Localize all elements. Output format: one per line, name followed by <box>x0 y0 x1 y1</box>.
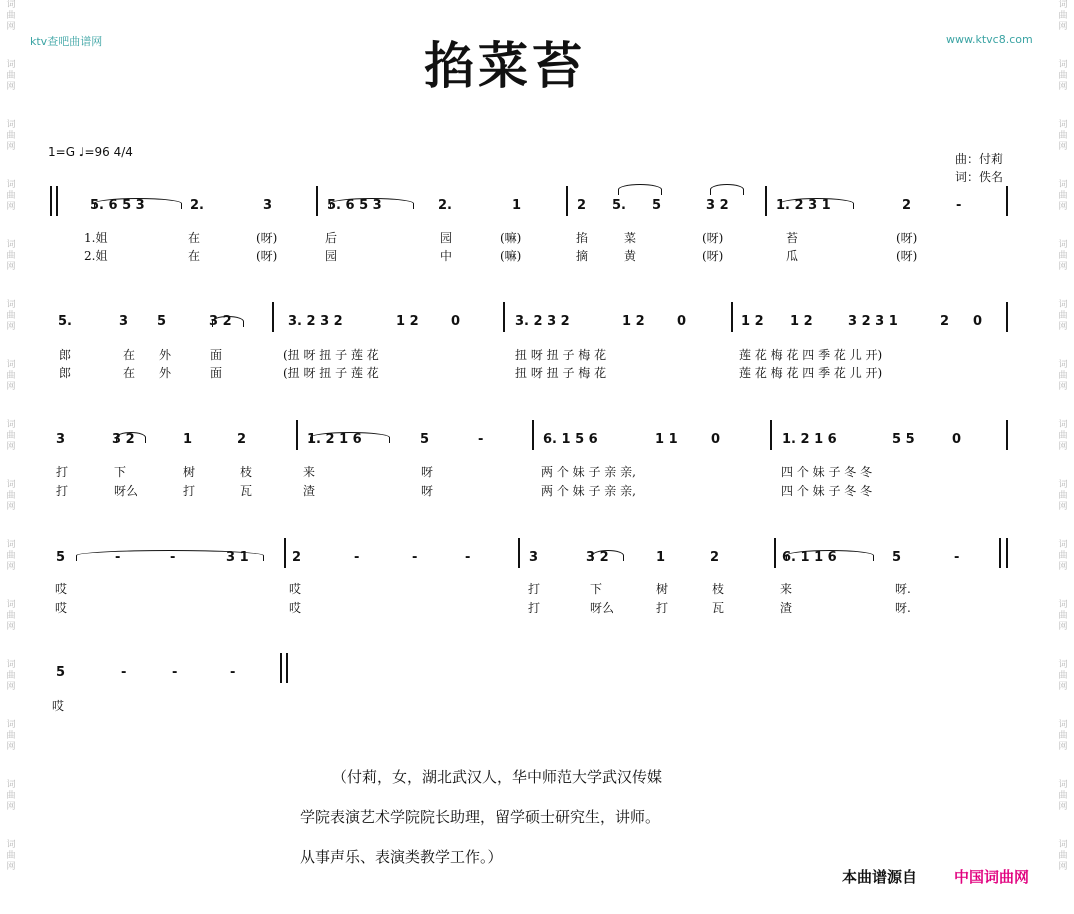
barline <box>566 186 568 216</box>
barline <box>316 186 318 216</box>
lyric-text: 面 <box>210 366 223 380</box>
lyric-text: 外 <box>159 348 172 362</box>
side-watermark-text: 词 曲 网 <box>6 0 16 32</box>
score-note: - <box>478 432 484 447</box>
lyric-text: 打 <box>183 484 196 498</box>
score-note: 0 <box>711 432 721 447</box>
score-note: - <box>465 550 471 565</box>
lyric-text: 后 <box>325 231 338 245</box>
score-note: 5. <box>612 198 626 213</box>
barline <box>1006 302 1008 332</box>
lyric-text: 呀 <box>421 484 434 498</box>
score-note: 0 <box>451 314 461 329</box>
lyric-text: 呀么 <box>114 484 139 498</box>
lyric-text: 下 <box>114 465 127 479</box>
score-note: 1 <box>656 550 666 565</box>
score-note: 3 <box>119 314 129 329</box>
side-watermark-text: 词 曲 网 <box>6 540 16 572</box>
barline <box>272 302 274 332</box>
barline <box>284 538 286 568</box>
score-note: 3 2 <box>112 432 135 447</box>
lyric-text: 哎 <box>289 601 302 615</box>
lyric-text: 下 <box>590 582 603 596</box>
score-note: 1. 2 1 6 <box>307 432 362 447</box>
barline <box>56 186 58 216</box>
slur-mark <box>76 550 264 561</box>
score-note: 2 <box>292 550 302 565</box>
source-site-link[interactable]: 中国词曲网 <box>954 868 1030 886</box>
side-watermark-text: 词 曲 网 <box>1058 840 1068 872</box>
score-note: 5. 6 5 3 <box>90 198 145 213</box>
lyric-text: 打 <box>656 601 669 615</box>
lyric-text: 树 <box>656 582 669 596</box>
score-note: 3 2 <box>706 198 729 213</box>
lyric-text: 来 <box>303 465 316 479</box>
side-watermark-text: 词 曲 网 <box>1058 420 1068 452</box>
lyric-text: 扭 呀 扭 子 梅 花 <box>515 366 607 380</box>
lyric-text: 来 <box>780 582 793 596</box>
barline <box>774 538 776 568</box>
side-watermark-text: 词 曲 网 <box>6 600 16 632</box>
side-watermark-text: 词 曲 网 <box>1058 780 1068 812</box>
score-note: 3 1 <box>226 550 249 565</box>
barline <box>280 653 282 683</box>
lyric-text: 渣 <box>780 601 793 615</box>
lyric-text: 摘 <box>576 249 589 263</box>
lyric-text: (呀) <box>896 249 918 263</box>
score-note: 1 <box>183 432 193 447</box>
score-note: 0 <box>952 432 962 447</box>
lyric-text: 呀 <box>421 465 434 479</box>
lyric-text: 哎 <box>52 699 65 713</box>
barline <box>999 538 1001 568</box>
score-note: 3 <box>263 198 273 213</box>
lyric-text: 外 <box>159 366 172 380</box>
side-watermark-text: 词 曲 网 <box>1058 0 1068 32</box>
lyric-text: 瓜 <box>786 249 799 263</box>
site-url-right[interactable]: www.ktvc8.com <box>946 33 1033 46</box>
side-watermark-text: 词 曲 网 <box>6 720 16 752</box>
side-watermark-text: 词 曲 网 <box>1058 540 1068 572</box>
side-watermark-text: 词 曲 网 <box>6 60 16 92</box>
score-note: 1 2 <box>741 314 764 329</box>
lyric-text: 在 <box>123 366 136 380</box>
lyric-text: 中 <box>440 249 453 263</box>
slur-mark <box>310 432 390 443</box>
score-note: 6. 1 1 6 <box>782 550 837 565</box>
site-name-left[interactable]: ktv查吧曲谱网 <box>30 35 103 48</box>
side-watermark-text: 词 曲 网 <box>6 240 16 272</box>
barline <box>50 186 52 216</box>
side-watermark-text: 词 曲 网 <box>6 120 16 152</box>
lyric-text: 打 <box>528 582 541 596</box>
score-note: 5 <box>56 665 66 680</box>
slur-mark <box>786 550 874 561</box>
lyric-text: 两 个 妹 子 亲 亲, <box>541 465 636 479</box>
left-watermark-strip <box>0 0 22 914</box>
score-note: 3 2 3 1 <box>848 314 898 329</box>
score-note: 3 <box>529 550 539 565</box>
lyric-text: 打 <box>528 601 541 615</box>
lyric-text: (嘛) <box>500 249 522 263</box>
barline <box>1006 420 1008 450</box>
lyric-text: 两 个 妹 子 亲 亲, <box>541 484 636 498</box>
song-title: 掐菜苔 <box>424 37 586 95</box>
score-note: 2. <box>190 198 204 213</box>
score-note: 2 <box>902 198 912 213</box>
lyric-text: 园 <box>440 231 453 245</box>
score-note: 2 <box>940 314 950 329</box>
barline <box>1006 186 1008 216</box>
bio-line-1: （付莉，女，湖北武汉人，华中师范大学武汉传媒 <box>332 768 663 786</box>
barline <box>518 538 520 568</box>
lyric-text: 在 <box>188 249 201 263</box>
lyric-text: (呀) <box>256 249 278 263</box>
bio-line-2: 学院表演艺术学院院长助理，留学硕士研究生，讲师。 <box>300 808 661 826</box>
side-watermark-text: 词 曲 网 <box>6 660 16 692</box>
score-note: 5 <box>420 432 430 447</box>
lyric-text: 哎 <box>55 601 68 615</box>
barline <box>1006 538 1008 568</box>
key-tempo: 1=G ♩=96 4/4 <box>48 145 133 159</box>
side-watermark-text: 词 曲 网 <box>1058 180 1068 212</box>
lyric-text: 四 个 妹 子 冬 冬 <box>781 465 873 479</box>
score-note: 6. 1 5 6 <box>543 432 598 447</box>
side-watermark-text: 词 曲 网 <box>1058 720 1068 752</box>
source-label: 本曲谱源自 <box>842 868 918 886</box>
score-note: 5. <box>58 314 72 329</box>
slur-mark <box>618 184 662 195</box>
slur-mark <box>710 184 744 195</box>
score-note: - <box>172 665 178 680</box>
barline <box>765 186 767 216</box>
side-watermark-text: 词 曲 网 <box>6 300 16 332</box>
lyric-text: 渣 <box>303 484 316 498</box>
score-note: 3 2 <box>586 550 609 565</box>
lyric-text: 呀. <box>895 582 911 596</box>
lyric-text: 呀么 <box>590 601 615 615</box>
lyric-text: 哎 <box>55 582 68 596</box>
slur-mark <box>116 432 146 443</box>
barline <box>770 420 772 450</box>
score-note: - <box>412 550 418 565</box>
lyric-text: (呀) <box>702 249 724 263</box>
score-note: 0 <box>973 314 983 329</box>
score-note: 5 5 <box>892 432 915 447</box>
lyric-text: 打 <box>56 484 69 498</box>
lyric-text: (扭 呀 扭 子 莲 花 <box>283 366 379 380</box>
slur-mark <box>780 198 854 209</box>
score-note: 1 1 <box>655 432 678 447</box>
lyric-text: 2.姐 <box>84 249 108 263</box>
lyric-text: 四 个 妹 子 冬 冬 <box>781 484 873 498</box>
side-watermark-text: 词 曲 网 <box>1058 480 1068 512</box>
slur-mark <box>94 198 182 209</box>
lyric-text: 枝 <box>240 465 253 479</box>
side-watermark-text: 词 曲 网 <box>1058 600 1068 632</box>
lyric-text: 黄 <box>624 249 637 263</box>
lyric-text: 郎 <box>59 366 72 380</box>
score-note: - <box>121 665 127 680</box>
lyric-text: 面 <box>210 348 223 362</box>
score-note: - <box>954 550 960 565</box>
barline <box>532 420 534 450</box>
lyric-text: 苔 <box>786 231 799 245</box>
lyric-text: 1.姐 <box>84 231 108 245</box>
composer-credit: 曲：付莉 <box>955 152 1004 166</box>
lyric-text: 莲 花 梅 花 四 季 花 儿 开) <box>739 348 883 362</box>
bio-line-3: 从事声乐、表演类教学工作。） <box>300 848 503 866</box>
score-note: - <box>230 665 236 680</box>
score-note: 2 <box>710 550 720 565</box>
score-note: 1 2 <box>622 314 645 329</box>
lyric-text: 枝 <box>712 582 725 596</box>
score-note: - <box>170 550 176 565</box>
barline <box>731 302 733 332</box>
side-watermark-text: 词 曲 网 <box>1058 360 1068 392</box>
side-watermark-text: 词 曲 网 <box>6 360 16 392</box>
score-note: 2 <box>577 198 587 213</box>
lyric-text: 哎 <box>289 582 302 596</box>
score-note: 3 2 <box>209 314 232 329</box>
score-note: 5. 6 5 3 <box>327 198 382 213</box>
side-watermark-text: 词 曲 网 <box>6 480 16 512</box>
lyric-text: 打 <box>56 465 69 479</box>
score-note: 0 <box>677 314 687 329</box>
side-watermark-text: 词 曲 网 <box>6 840 16 872</box>
score-note: 5 <box>56 550 66 565</box>
lyric-text: 在 <box>188 231 201 245</box>
slur-mark <box>212 316 244 327</box>
lyric-text: (呀) <box>256 231 278 245</box>
side-watermark-text: 词 曲 网 <box>6 780 16 812</box>
score-note: 1 2 <box>790 314 813 329</box>
lyric-text: 瓦 <box>712 601 725 615</box>
lyric-text: (扭 呀 扭 子 莲 花 <box>283 348 379 362</box>
score-note: 1. 2 1 6 <box>782 432 837 447</box>
lyric-text: (呀) <box>896 231 918 245</box>
lyric-text: (呀) <box>702 231 724 245</box>
score-note: - <box>354 550 360 565</box>
side-watermark-text: 词 曲 网 <box>1058 240 1068 272</box>
barline <box>286 653 288 683</box>
slur-mark <box>330 198 414 209</box>
side-watermark-text: 词 曲 网 <box>1058 60 1068 92</box>
lyric-text: (嘛) <box>500 231 522 245</box>
score-note: 1 2 <box>396 314 419 329</box>
lyric-text: 菜 <box>624 231 637 245</box>
score-note: 3. 2 3 2 <box>515 314 570 329</box>
barline <box>296 420 298 450</box>
lyricist-credit: 词：佚名 <box>955 170 1004 184</box>
lyric-text: 树 <box>183 465 196 479</box>
lyric-text: 莲 花 梅 花 四 季 花 儿 开) <box>739 366 883 380</box>
side-watermark-text: 词 曲 网 <box>6 180 16 212</box>
lyric-text: 在 <box>123 348 136 362</box>
score-note: 1 <box>512 198 522 213</box>
score-note: 3. 2 3 2 <box>288 314 343 329</box>
score-note: 3 <box>56 432 66 447</box>
lyric-text: 瓦 <box>240 484 253 498</box>
score-note: 1. 2 3 1 <box>776 198 831 213</box>
score-note: 2 <box>237 432 247 447</box>
score-note: - <box>956 198 962 213</box>
score-note: 5 <box>652 198 662 213</box>
lyric-text: 园 <box>325 249 338 263</box>
lyric-text: 掐 <box>576 231 589 245</box>
barline <box>503 302 505 332</box>
score-note: 5 <box>157 314 167 329</box>
side-watermark-text: 词 曲 网 <box>1058 660 1068 692</box>
lyric-text: 呀. <box>895 601 911 615</box>
score-note: 2. <box>438 198 452 213</box>
score-note: 5 <box>892 550 902 565</box>
side-watermark-text: 词 曲 网 <box>6 420 16 452</box>
side-watermark-text: 词 曲 网 <box>1058 120 1068 152</box>
lyric-text: 扭 呀 扭 子 梅 花 <box>515 348 607 362</box>
side-watermark-text: 词 曲 网 <box>1058 300 1068 332</box>
score-note: - <box>115 550 121 565</box>
slur-mark <box>592 550 624 561</box>
right-watermark-strip <box>1052 0 1074 914</box>
lyric-text: 郎 <box>59 348 72 362</box>
